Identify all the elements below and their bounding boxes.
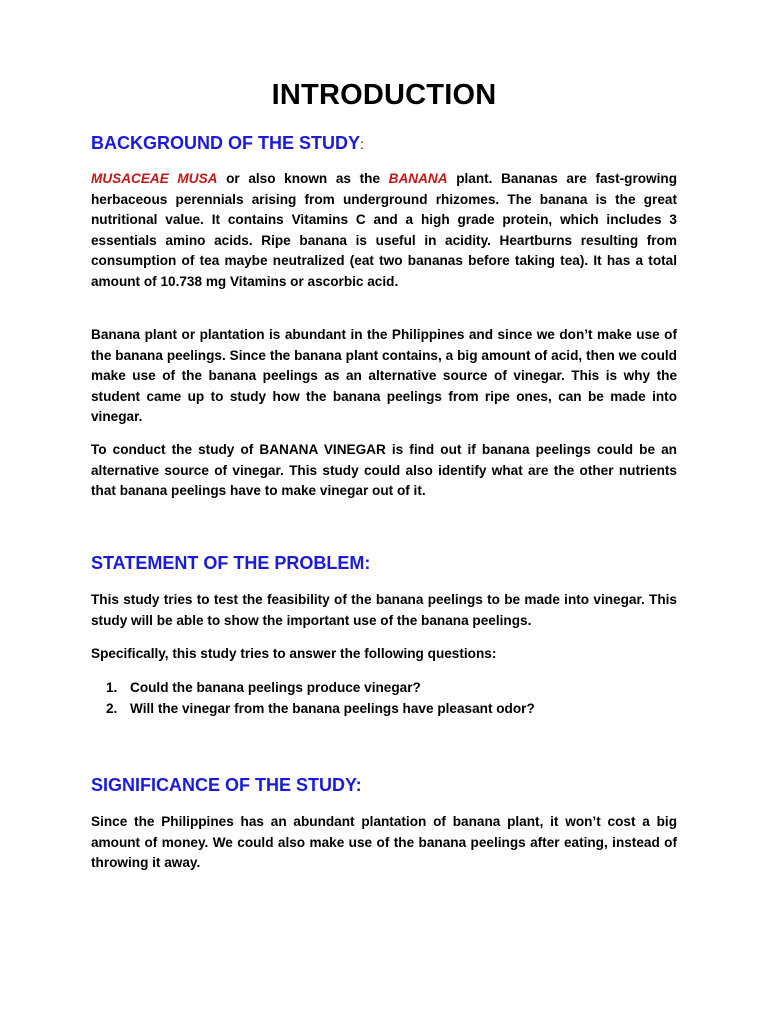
background-p1-rest: plant. Bananas are fast-growing herbaceous perennials arising from underground rhizomes. The banana is the great nutritional value. It contains Vitamins C and a high grade protein, which includes 3 essentials amino acids. Ripe banana is useful in acidity. Heartburns resulting from consumption of tea maybe neutralized (eat two bananas before taking tea). It has a total amount of 10.738 mg Vitamins or ascorbic acid. <box>91 171 677 289</box>
problem-heading: STATEMENT OF THE PROBLEM: <box>91 553 371 573</box>
significance-heading: SIGNIFICANCE OF THE STUDY: <box>91 775 362 795</box>
page-title: INTRODUCTION <box>271 79 497 111</box>
question-text: Will the vinegar from the banana peelings have pleasant odor? <box>130 701 535 716</box>
significance-paragraph-1: Since the Philippines has an abundant plantation of banana plant, it won’t cost a big amount of money. We could also make use of the banana peelings after eating, instead of throwing it away. <box>91 814 677 871</box>
background-paragraph-1 <box>91 169 677 293</box>
background-heading <box>91 132 681 155</box>
problem-paragraph-1: This study tries to test the feasibility of the banana peelings to be made into vinegar. This study will be able to show the important use of the banana peelings. <box>91 592 677 628</box>
question-list <box>91 677 677 719</box>
background-heading-text: BACKGROUND OF THE STUDY <box>91 133 360 153</box>
list-item <box>91 677 677 698</box>
banana-term: BANANA <box>388 171 448 186</box>
question-text: Could the banana peelings produce vinegar? <box>130 680 421 695</box>
background-p1-mid: or also known as the <box>217 171 389 186</box>
background-paragraph-2: Banana plant or plantation is abundant in the Philippines and since we don’t make use of the banana peelings. Since the banana plant contains, a big amount of acid, then we could make use of the banana peelings as an alternative source of vinegar. This is why the student came up to study how the banana peelings from ripe ones, can be made into vinegar. <box>91 327 677 425</box>
scientific-name: MUSACEAE MUSA <box>91 171 218 186</box>
question-number: 1. <box>106 680 118 695</box>
list-item <box>91 698 677 719</box>
problem-paragraph-2: Specifically, this study tries to answer the following questions: <box>91 646 497 661</box>
question-number: 2. <box>106 701 118 716</box>
background-paragraph-3: To conduct the study of BANANA VINEGAR is find out if banana peelings could be an alternative source of vinegar. This study could also identify what are the other nutrients that banana peelings have to make vinegar out of it. <box>91 442 677 499</box>
background-heading-colon: : <box>360 136 364 152</box>
